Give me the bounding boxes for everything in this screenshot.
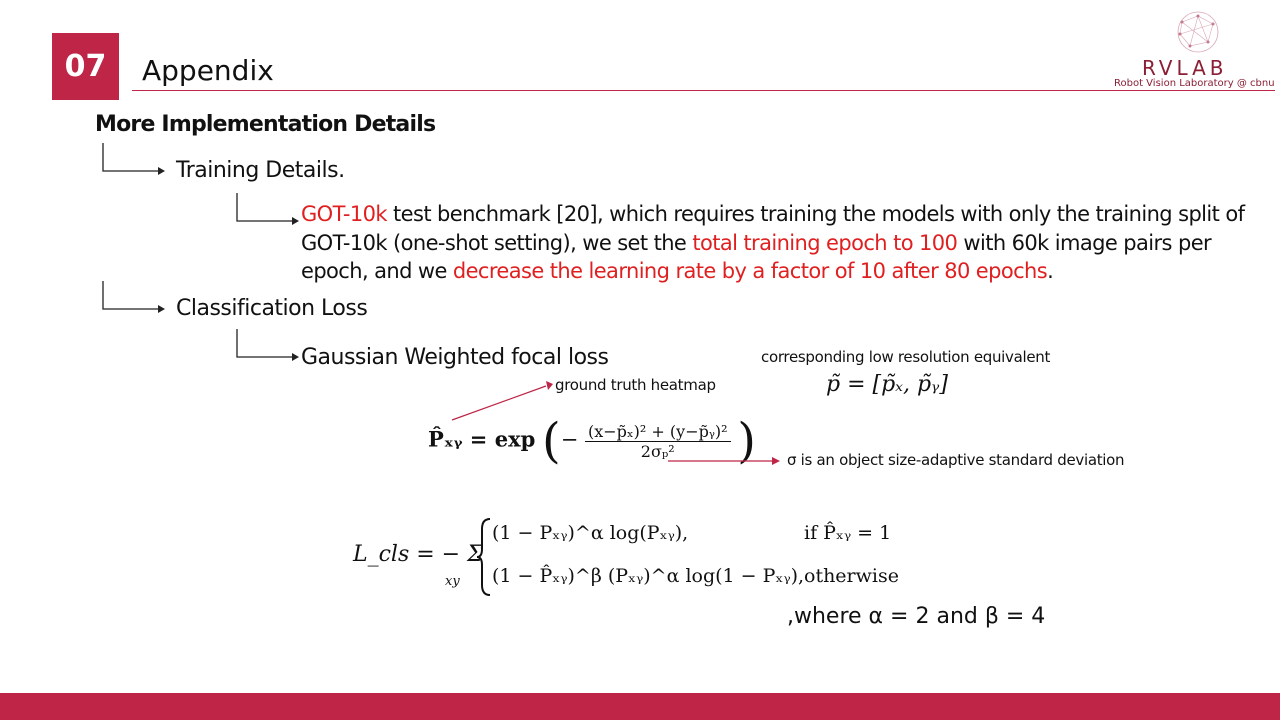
- highlight-text: total training epoch to 100: [692, 230, 958, 255]
- highlight-text: GOT-10k: [301, 202, 387, 226]
- heatmap-equation: P̂ₓᵧ = exp (− $\frac{\text{(x−p̃ₓ)² + (y−p̃ᵧ)²}}{\text{2σₚ²}}$ ): [428, 413, 756, 469]
- rvlab-logo: [1110, 8, 1275, 90]
- paragraph-text: test benchmark [20], which requires training the models with only the training split of GOT-10k (one-shot setting), we set the: [301, 202, 1245, 255]
- heatmap-lhs: P̂ₓᵧ = exp: [428, 426, 536, 452]
- logo-wordmark: RVLAB: [1142, 56, 1228, 80]
- loss-case-1-condition: if P̂ₓᵧ = 1: [804, 522, 892, 544]
- loss-case-1: (1 − Pₓᵧ)^α log(Pₓᵧ),: [492, 522, 689, 544]
- footer-bar: [0, 693, 1280, 720]
- focal-loss-subtitle: Gaussian Weighted focal loss: [301, 345, 609, 370]
- logo-subtitle: Robot Vision Laboratory @ cbnu: [1114, 78, 1275, 89]
- bracket-arrow-icon: [234, 193, 304, 229]
- page-title: Appendix: [142, 54, 274, 87]
- lowres-note: corresponding low resolution equivalent: [761, 348, 1051, 366]
- case-brace-icon: [476, 517, 492, 597]
- loss-case-2-condition: otherwise: [804, 565, 899, 587]
- pointer-arrow-icon: [668, 454, 783, 468]
- network-globe-icon: [1168, 8, 1228, 58]
- fraction-denominator: 2σₚ²: [640, 441, 675, 461]
- paragraph-text: .: [1047, 259, 1054, 283]
- section-heading: More Implementation Details: [95, 112, 436, 137]
- bracket-arrow-icon: [100, 143, 170, 179]
- section-number-badge: 07: [52, 33, 119, 100]
- ground-truth-note: ground truth heatmap: [555, 376, 716, 394]
- training-details-title: Training Details.: [176, 158, 345, 183]
- loss-case-2: (1 − P̂ₓᵧ)^β (Pₓᵧ)^α log(1 − Pₓᵧ),: [492, 565, 805, 587]
- highlight-text: decrease the learning rate by a factor of 10 after 80 epochs: [452, 259, 1048, 283]
- sum-subscript: xy: [445, 574, 460, 589]
- fraction-numerator: (x−p̃ₓ)² + (y−p̃ᵧ)²: [585, 422, 731, 442]
- bracket-arrow-icon: [100, 281, 170, 317]
- bracket-arrow-icon: [234, 329, 304, 365]
- where-clause: ,where α = 2 and β = 4: [787, 604, 1046, 629]
- sigma-note: σ is an object size-adaptive standard deviation: [787, 451, 1125, 469]
- p-tilde-equation: p̃ = [p̃ₓ, p̃ᵧ]: [826, 372, 948, 397]
- paragraph-text: with 60k image pairs per epoch, and we: [301, 230, 1212, 283]
- training-paragraph: [301, 200, 1271, 286]
- classification-loss-title: Classification Loss: [176, 296, 368, 321]
- title-underline: [132, 90, 1275, 91]
- loss-lhs: L_cls = − Σ: [353, 542, 483, 567]
